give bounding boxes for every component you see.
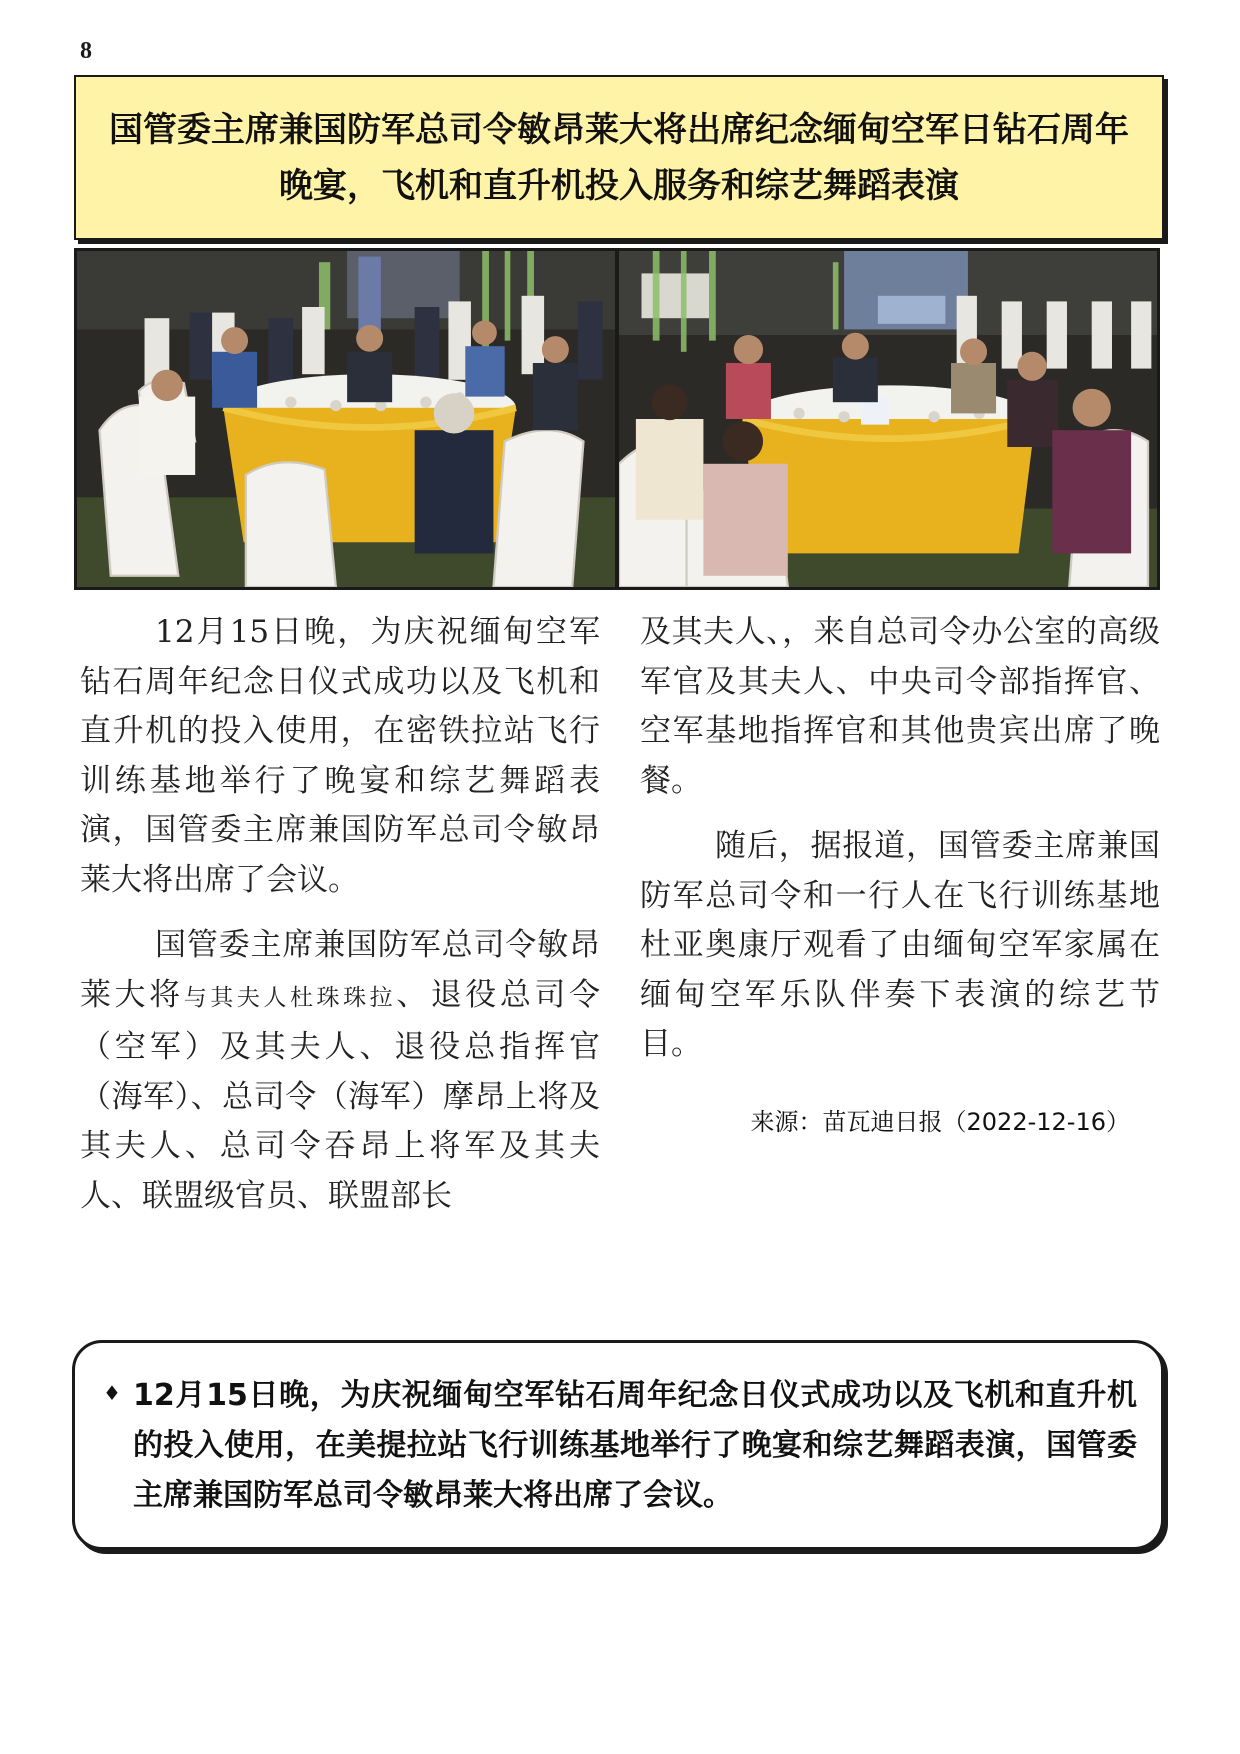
photo-strip <box>74 248 1160 590</box>
article-paragraph-2-rest: 、退役总司令（空军）及其夫人、退役总指挥官（海军）、总司令（海军）摩昂上将及其夫人、总司令吞昂上将军及其夫人、联盟级官员、联盟部长 <box>80 976 600 1214</box>
banquet-photo-right <box>619 251 1157 587</box>
article-paragraph-2-small: 与其夫人杜珠珠拉 <box>183 984 397 1011</box>
article-source: 来源：苗瓦迪日报（2022-12-16） <box>750 1107 1130 1136</box>
article-paragraph-2 <box>80 921 600 1221</box>
article-paragraph-1: 12月15日晚，为庆祝缅甸空军钻石周年纪念日仪式成功以及飞机和直升机的投入使用，在密铁拉站飞行训练基地举行了晚宴和综艺舞蹈表演，国管委主席兼国防军总司令敏昂莱大将出席了会议。 <box>80 614 600 898</box>
article-column-right <box>640 608 1160 1147</box>
summary-text: 12月15日晚，为庆祝缅甸空军钻石周年纪念日仪式成功以及飞机和直升机的投入使用，在美提拉站飞行训练基地举行了晚宴和综艺舞蹈表演，国管委主席兼国防军总司令敏昂莱大将出席了会议。 <box>133 1378 1137 1513</box>
diamond-bullet-icon: ♦ <box>103 1381 121 1405</box>
summary-box <box>72 1340 1164 1550</box>
page-title: 国管委主席兼国防军总司令敏昂莱大将出席纪念缅甸空军日钻石周年晚宴，飞机和直升机投入服务和综艺舞蹈表演 <box>109 109 1129 206</box>
article-paragraph-3: 随后，据报道，国管委主席兼国防军总司令和一行人在飞行训练基地杜亚奥康厅观看了由缅甸空军家属在缅甸空军乐队伴奏下表演的综艺节目。 <box>640 828 1160 1062</box>
title-banner <box>74 75 1164 240</box>
page-number: 8 <box>80 38 92 64</box>
article-paragraph-2-continued: 及其夫人、，来自总司令办公室的高级军官及其夫人、中央司令部指挥官、空军基地指挥官和其他贵宾出席了晚餐。 <box>640 614 1160 799</box>
article-paragraph-2-start: 国管委主席兼国防军总司令敏昂莱大将 <box>80 927 600 1013</box>
banquet-photo-left <box>77 251 615 587</box>
article-column-left <box>80 608 600 1237</box>
